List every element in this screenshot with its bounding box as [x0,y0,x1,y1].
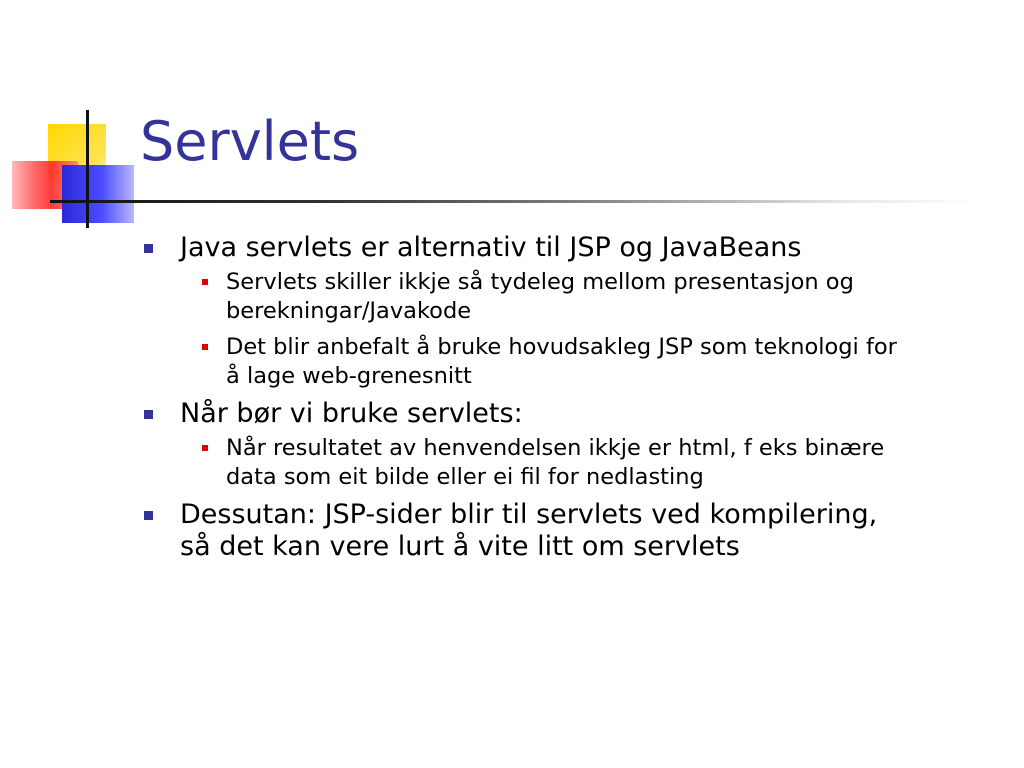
small-square-bullet-icon [202,445,208,451]
sub-bullet-list [188,268,992,391]
sub-bullet-item [188,268,992,326]
sub-bullet-text-line: Når resultatet av henvendelsen ikkje er html, f eks binære [226,435,885,461]
bullet-text-line: Dessutan: JSP-sider blir til servlets ved kompilering, [180,499,878,530]
bullet-text: Java servlets er alternativ til JSP og JavaBeans [180,232,802,263]
sub-bullet-text-line: Det blir anbefalt å bruke hovudsakleg JSP som teknologi for [226,334,897,360]
sub-bullet-text-line: Servlets skiller ikkje så tydeleg mellom presentasjon og [226,269,854,295]
sub-bullet-item [188,434,992,492]
sub-bullet-text-line: å lage web-grenesnitt [226,363,472,389]
sub-bullet-text-line: berekningar/Javakode [226,298,472,324]
title-underline [50,200,980,203]
sub-bullet-item [188,333,992,391]
bullet-item [142,398,992,492]
square-bullet-icon [144,511,153,520]
slide-title: Servlets [140,110,360,173]
small-square-bullet-icon [202,279,208,285]
small-square-bullet-icon [202,344,208,350]
sub-bullet-list [188,434,992,492]
bullet-item [142,499,992,563]
slide-body [142,232,992,569]
bullet-item [142,232,992,391]
square-bullet-icon [144,244,153,253]
bullet-text: Når bør vi bruke servlets: [180,398,523,429]
bullet-text-line: så det kan vere lurt å vite litt om servlets [180,531,740,562]
blue-square-decoration [62,165,134,223]
corner-decoration [0,0,140,240]
bullet-list [142,232,992,563]
sub-bullet-text-line: data som eit bilde eller ei fil for nedlasting [226,464,704,490]
vertical-line-decoration [86,110,89,228]
square-bullet-icon [144,410,153,419]
